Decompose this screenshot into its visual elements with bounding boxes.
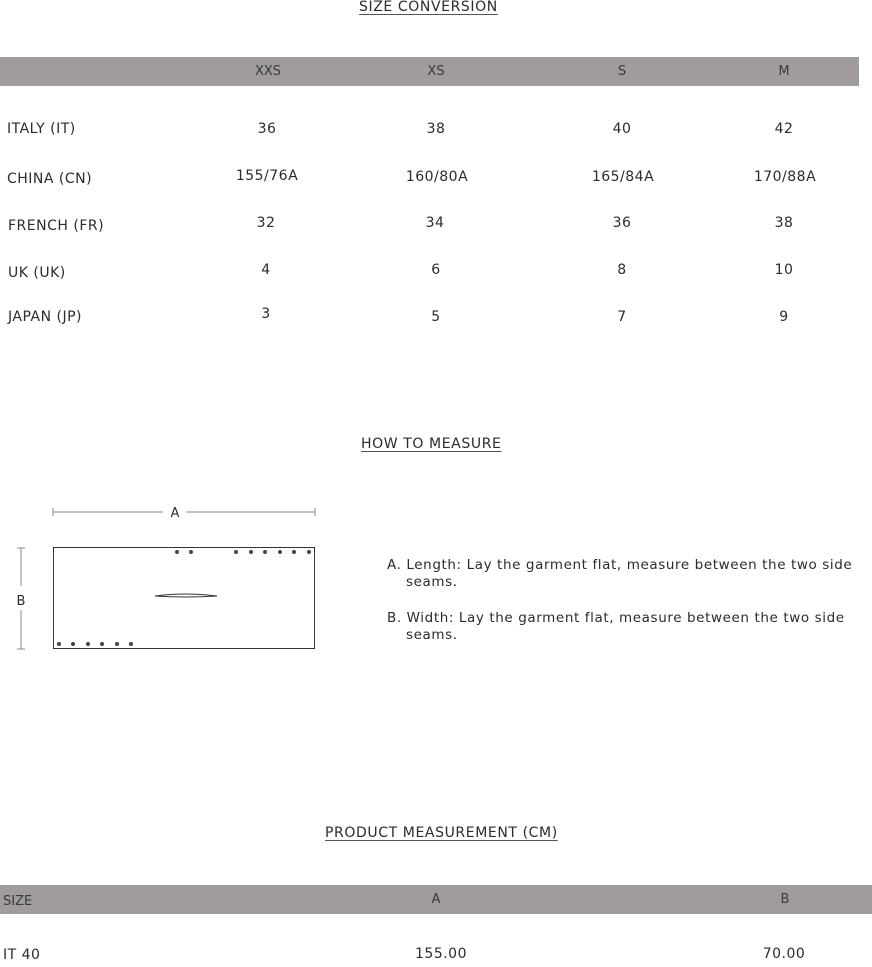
table-cell: 5	[431, 309, 441, 325]
garment-diagram-svg	[0, 495, 340, 665]
garment-outline	[54, 548, 315, 649]
how-to-measure-title: HOW TO MEASURE	[361, 436, 502, 452]
garment-studs-top	[175, 550, 311, 554]
table-cell: 38	[426, 121, 446, 137]
table-cell: 155/76A	[235, 168, 299, 184]
size-header-m: M	[778, 64, 790, 79]
measurement-a-cell: 155.00	[415, 946, 467, 962]
table-cell: 4	[261, 262, 271, 278]
dimension-label-a: A	[170, 506, 180, 521]
table-cell: 34	[425, 215, 445, 231]
size-header-xxs: XXS	[254, 64, 282, 79]
row-label-uk: UK (UK)	[8, 265, 66, 281]
table-cell: 170/88A	[753, 169, 817, 185]
garment-center-detail	[155, 594, 217, 597]
table-cell: 10	[774, 262, 794, 278]
row-label-china: CHINA (CN)	[7, 171, 93, 187]
table-cell: 165/84A	[591, 169, 655, 185]
table-cell: 38	[774, 215, 794, 231]
instruction-width-text: B. Width: Lay the garment flat, measure between the two side	[387, 610, 845, 626]
garment-studs-bottom	[57, 642, 133, 646]
table-cell: 8	[617, 262, 627, 278]
instruction-width-cont: seams.	[406, 627, 458, 643]
table-cell: 7	[617, 309, 627, 325]
table-cell: 3	[261, 306, 271, 322]
instruction-width	[387, 610, 857, 644]
measurement-header-size: SIZE	[3, 894, 33, 909]
table-cell: 40	[612, 121, 632, 137]
garment-diagram	[0, 495, 340, 665]
row-label-japan: JAPAN (JP)	[8, 309, 83, 325]
size-conversion-header	[0, 57, 859, 86]
product-measurement-header	[0, 885, 872, 914]
size-header-s: S	[617, 64, 627, 79]
product-measurement-title: PRODUCT MEASUREMENT (CM)	[325, 825, 558, 841]
table-cell: 32	[256, 215, 276, 231]
instruction-length	[387, 557, 857, 591]
row-label-italy: ITALY (IT)	[7, 121, 76, 137]
measurement-header-a: A	[431, 892, 441, 907]
measurement-size-cell: IT 40	[3, 947, 41, 963]
instruction-length-cont: seams.	[406, 574, 458, 590]
size-conversion-title: SIZE CONVERSION	[359, 0, 498, 15]
table-cell: 42	[774, 121, 794, 137]
dimension-label-b: B	[16, 594, 26, 609]
table-cell: 9	[779, 309, 789, 325]
row-label-french: FRENCH (FR)	[8, 218, 105, 234]
table-cell: 36	[257, 121, 277, 137]
table-cell: 36	[612, 215, 632, 231]
table-cell: 160/80A	[405, 169, 469, 185]
instruction-length-text: A. Length: Lay the garment flat, measure between the two side	[387, 557, 853, 573]
measurement-header-b: B	[780, 892, 790, 907]
size-header-xs: XS	[427, 64, 445, 79]
table-cell: 6	[431, 262, 441, 278]
measurement-b-cell: 70.00	[762, 946, 806, 962]
